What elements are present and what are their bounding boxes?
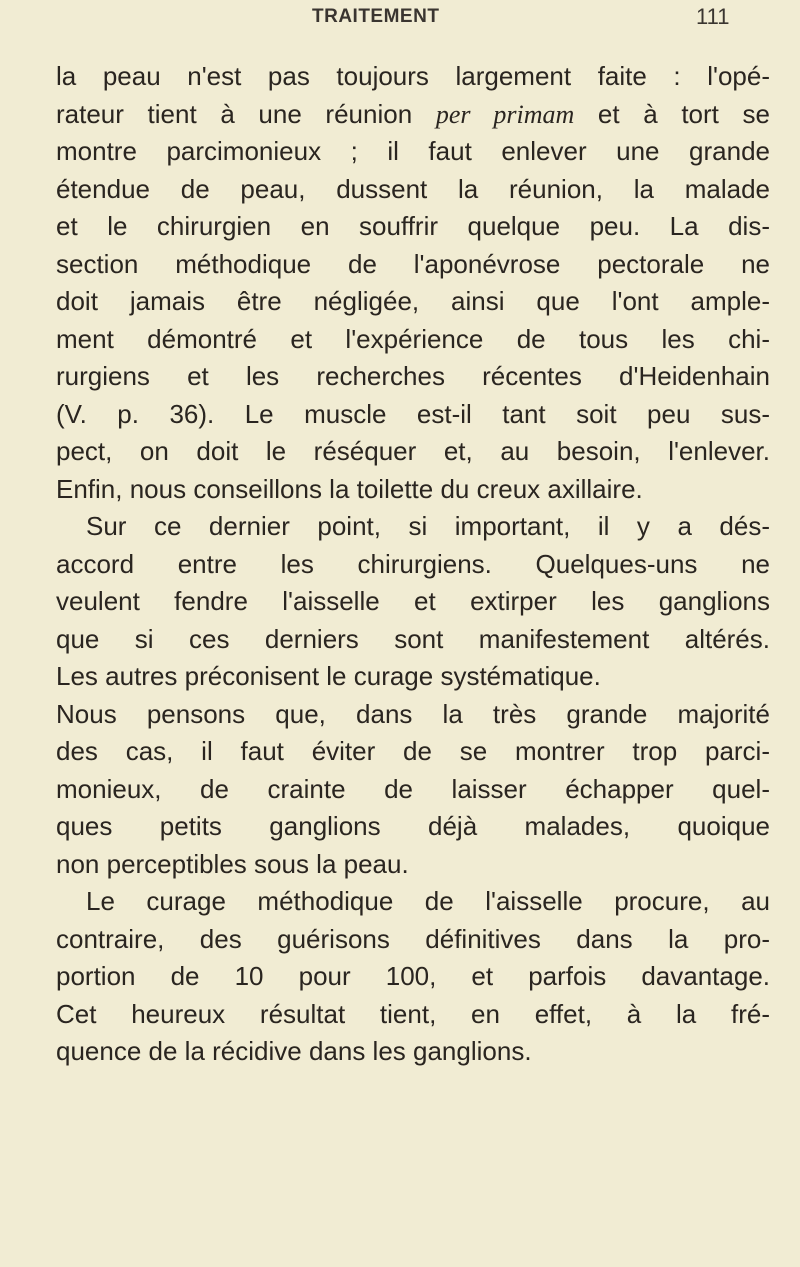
text-line: (V. p. 36). Le muscle est-il tant soit peu sus- xyxy=(56,398,770,429)
text-line: que si ces derniers sont manifestement altérés. xyxy=(56,623,770,654)
page-header xyxy=(0,4,800,38)
running-title: TRAITEMENT xyxy=(312,6,440,27)
text-line: rurgiens et les recherches récentes d'Heidenhain xyxy=(56,361,770,391)
text-line: Cet heureux résultat tient, en effet, à la fré- xyxy=(56,998,770,1029)
text-line: doit jamais être négligée, ainsi que l'ont ample- xyxy=(56,286,770,316)
text-line: étendue de peau, dussent la réunion, la malade xyxy=(56,173,770,204)
text-line: montre parcimonieux ; il faut enlever une grande xyxy=(56,136,770,166)
text-line: pect, on doit le réséquer et, au besoin, l'enlever. xyxy=(56,436,770,466)
text-line xyxy=(56,96,770,134)
italic-phrase: per primam xyxy=(435,99,575,129)
text-segment: et à tort se xyxy=(574,98,770,129)
text-line: Enfin, nous conseillons la toilette du creux axillaire. xyxy=(56,473,643,504)
text-line: accord entre les chirurgiens. Quelques-uns ne xyxy=(56,548,770,579)
text-line: quence de la récidive dans les ganglions. xyxy=(56,1036,532,1066)
text-line: monieux, de crainte de laisser échapper quel- xyxy=(56,773,770,804)
text-line: et le chirurgien en souffrir quelque peu. La dis- xyxy=(56,211,770,241)
text-line: portion de 10 pour 100, et parfois davantage. xyxy=(56,961,770,991)
text-line: ques petits ganglions déjà malades, quoique xyxy=(56,811,770,841)
text-line: Nous pensons que, dans la très grande majorité xyxy=(56,698,770,729)
text-segment: rateur tient à une réunion xyxy=(56,98,436,129)
page-number: 111 xyxy=(696,4,730,29)
text-line: contraire, des guérisons définitives dans la pro- xyxy=(56,923,770,954)
text-line: Sur ce dernier point, si important, il y a dés- xyxy=(86,511,770,541)
text-line: Les autres préconisent le curage systématique. xyxy=(56,661,601,691)
body-text xyxy=(56,58,770,1071)
text-line: la peau n'est pas toujours largement faite : l'opé- xyxy=(56,61,770,91)
text-line: non perceptibles sous la peau. xyxy=(56,848,409,879)
text-line: veulent fendre l'aisselle et extirper les ganglions xyxy=(56,586,770,616)
text-line: Le curage méthodique de l'aisselle procure, au xyxy=(86,886,770,916)
text-line: des cas, il faut éviter de se montrer trop parci- xyxy=(56,736,770,766)
text-line: section méthodique de l'aponévrose pectorale ne xyxy=(56,248,770,279)
text-line: ment démontré et l'expérience de tous les chi- xyxy=(56,323,770,354)
